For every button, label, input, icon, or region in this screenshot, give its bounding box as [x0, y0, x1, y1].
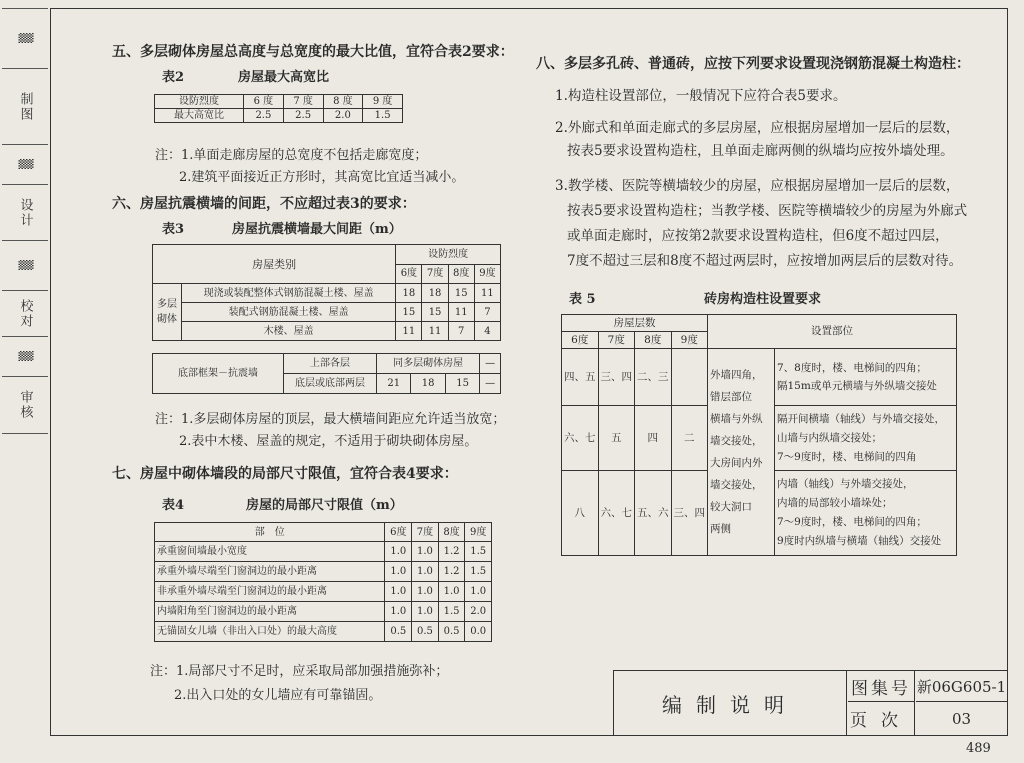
table2 — [154, 94, 403, 123]
t5-floor: 三、四 — [671, 471, 708, 556]
t5-mid-line: 较大洞口 — [710, 501, 752, 513]
t5-floor: 四 — [635, 406, 672, 471]
atlas-number-value: 新06G605-1 — [916, 671, 1007, 702]
t5-degree: 7度 — [598, 332, 635, 349]
sec7-heading: 七、房屋中砌体墙段的局部尺寸限值，宜符合表4要求： — [112, 466, 458, 482]
t3-degree: 9度 — [474, 264, 500, 284]
t5-mid-line: 两侧 — [710, 523, 731, 535]
t3-cell: 11 — [448, 303, 474, 322]
t4-cell: 1.5 — [465, 562, 492, 582]
sec5-heading: 五、多层砌体房屋总高度与总宽度的最大比值，宜符合表2要求： — [112, 44, 514, 60]
t3-cell: 15 — [396, 303, 422, 322]
t3-row-label: 现浇或装配整体式钢筋混凝土楼、屋盖 — [182, 284, 396, 303]
sec8-item: 按表5要求设置构造柱，且单面走廊两侧的纵墙均应按外墙处理。 — [567, 143, 954, 159]
strip-stamp: ▒ — [17, 351, 33, 363]
t3-degree: 6度 — [396, 264, 422, 284]
t4-degree: 8度 — [438, 523, 465, 542]
sec6-heading: 六、房屋抗震横墙的间距，不应超过表3的要求： — [112, 196, 416, 212]
t5-right-line: 内墙（轴线）与外墙交接处， — [777, 478, 914, 490]
strip-cell — [2, 376, 48, 434]
t4-cell: 1.0 — [385, 542, 412, 562]
t4-cell: 1.0 — [385, 582, 412, 602]
t4-cell: 1.0 — [412, 562, 439, 582]
t5-floor: 五、六 — [635, 471, 672, 556]
table3-title: 房屋抗震横墙最大间距（m） — [232, 222, 402, 237]
t5-floor: 五 — [598, 406, 635, 471]
strip-label-review: 审核 — [17, 390, 33, 420]
table5 — [561, 314, 957, 556]
t4-cell: 1.2 — [438, 562, 465, 582]
strip-label-design: 设计 — [17, 198, 33, 228]
t3-multi: 多层砌体 — [153, 284, 182, 341]
t5-mid-line: 错层部位 — [710, 391, 752, 403]
t4-cell: 1.0 — [385, 602, 412, 622]
t3-cell: 18 — [396, 284, 422, 303]
t5-right-line: 隔15m或单元横墙与外纵墙交接处 — [777, 380, 937, 392]
table2-title: 房屋最大高宽比 — [238, 70, 330, 85]
t5-floor: 八 — [562, 471, 599, 556]
page-number: 489 — [966, 741, 991, 756]
t3-cell: 11 — [396, 322, 422, 341]
t5-right-line: 内墙的局部较小墙垛处； — [777, 497, 893, 509]
strip-cell — [2, 184, 48, 241]
t4-cell: 1.5 — [465, 542, 492, 562]
strip-stamp: ▒ — [17, 159, 33, 171]
t2-cell: 2.5 — [244, 109, 284, 123]
t5-floor: 六、七 — [598, 471, 635, 556]
strip-stamp: ▒ — [17, 33, 33, 45]
drawing-name: 编制说明 — [614, 671, 847, 735]
t3-row-label: 装配式钢筋混凝土楼、屋盖 — [182, 303, 396, 322]
t3-cell: — — [480, 374, 501, 394]
t3-cell: 4 — [474, 322, 500, 341]
t5-floor — [671, 349, 708, 406]
t3-row-label: 上部各层 — [284, 354, 377, 374]
t4-cell: 0.5 — [438, 622, 465, 642]
t3-cell: 18 — [422, 284, 448, 303]
table4 — [154, 522, 492, 642]
t4-cell: 1.2 — [438, 542, 465, 562]
table3 — [152, 244, 501, 341]
t5-floor: 二 — [671, 406, 708, 471]
t3-col-type: 房屋类别 — [153, 245, 396, 284]
strip-cell — [2, 8, 48, 69]
t4-row-label: 非承重外墙尽端至门窗洞边的最小距离 — [155, 582, 385, 602]
t4-row-label: 内墙阳角至门窗洞边的最小距离 — [155, 602, 385, 622]
sec6-note1: 注：1.多层砌体房屋的顶层，最大横墙间距应允许适当放宽； — [155, 412, 506, 427]
t4-cell: 1.0 — [385, 562, 412, 582]
t4-cell: 2.0 — [465, 602, 492, 622]
t2-cell: 1.5 — [363, 109, 403, 123]
strip-cell — [2, 68, 48, 145]
t5-floor: 四、五 — [562, 349, 599, 406]
t3-cell: 15 — [422, 303, 448, 322]
t5-common-locations — [708, 349, 775, 556]
t5-floor: 二、三 — [635, 349, 672, 406]
t5-floor: 六、七 — [562, 406, 599, 471]
table4-number: 表4 — [162, 498, 185, 513]
t4-degree: 9度 — [465, 523, 492, 542]
t4-row-label: 承重窗间墙最小宽度 — [155, 542, 385, 562]
strip-label-drawing: 制图 — [17, 92, 33, 122]
t3-cell: 15 — [445, 374, 479, 394]
t5-degree: 9度 — [671, 332, 708, 349]
t5-mid-line: 横墙与外纵 — [710, 413, 763, 425]
t3-frame: 底部框架－抗震墙 — [153, 354, 284, 394]
table2-number: 表2 — [162, 70, 185, 85]
sec8-item: 或单面走廊时，应按第2款要求设置构造柱，但6度不超过四层， — [567, 228, 949, 244]
t4-row-label: 承重外墙尽端至门窗洞边的最小距离 — [155, 562, 385, 582]
t5-right-block — [775, 349, 957, 406]
sec7-note2: 2.出入口处的女儿墙应有可靠锚固。 — [174, 688, 382, 703]
sec6-note2: 2.表中木楼、屋盖的规定，不适用于砌块砌体房屋。 — [179, 434, 478, 449]
t3-degree: 8度 — [448, 264, 474, 284]
t3-cell: 21 — [377, 374, 411, 394]
t5-right-line: 7、8度时，楼、电梯间的四角； — [777, 362, 927, 374]
sec5-note1: 注：1.单面走廊房屋的总宽度不包括走廊宽度； — [155, 148, 428, 163]
sec8-item: 按表5要求设置构造柱；当教学楼、医院等横墙较少的房屋为外廊式 — [567, 203, 968, 219]
t4-cell: 0.5 — [385, 622, 412, 642]
t4-cell: 1.0 — [412, 582, 439, 602]
t3-cell: — — [480, 354, 501, 374]
strip-cell — [2, 290, 48, 337]
title-block — [613, 670, 1007, 735]
t5-col-location: 设置部位 — [708, 315, 957, 349]
t2-header: 7 度 — [283, 95, 323, 109]
t4-cell: 1.0 — [465, 582, 492, 602]
t3-cell: 11 — [422, 322, 448, 341]
t4-cell: 1.0 — [412, 542, 439, 562]
sec7-note1: 注：1.局部尺寸不足时，应采取局部加强措施弥补； — [150, 664, 449, 679]
t5-mid-line: 墙交接处， — [710, 479, 763, 491]
t4-row-label: 无锚固女儿墙（非出入口处）的最大高度 — [155, 622, 385, 642]
t3-cell: 15 — [448, 284, 474, 303]
strip-cell — [2, 336, 48, 377]
approval-strip — [2, 8, 48, 734]
strip-cell — [2, 144, 48, 185]
t3-cell: 18 — [411, 374, 445, 394]
t2-header: 8 度 — [323, 95, 363, 109]
t2-cell: 2.0 — [323, 109, 363, 123]
table4-title: 房屋的局部尺寸限值（m） — [246, 498, 403, 513]
t5-right-block — [775, 471, 957, 556]
sec8-heading: 八、多层多孔砖、普通砖，应按下列要求设置现浇钢筋混凝土构造柱： — [536, 56, 970, 72]
table5-title: 砖房构造柱设置要求 — [704, 292, 822, 307]
sec8-item: 3.教学楼、医院等横墙较少的房屋，应根据房屋增加一层后的层数， — [555, 178, 960, 194]
strip-label-check: 校对 — [17, 299, 33, 329]
t2-cell: 最大高宽比 — [155, 109, 244, 123]
t3-cell: 7 — [474, 303, 500, 322]
sec8-item: 7度不超过三层和8度不超过两层时，应按增加两层后的层数对待。 — [567, 253, 963, 269]
t5-floor: 三、四 — [598, 349, 635, 406]
sec5-note2: 2.建筑平面接近正方形时，其高宽比宜适当减小。 — [179, 170, 465, 185]
table3-frame-rows — [152, 353, 501, 394]
t2-header: 6 度 — [244, 95, 284, 109]
t3-cell: 11 — [474, 284, 500, 303]
t3-merged: 同多层砌体房屋 — [377, 354, 480, 374]
t4-col-part: 部 位 — [155, 523, 385, 542]
t5-degree: 6度 — [562, 332, 599, 349]
table3-number: 表3 — [162, 222, 185, 237]
t4-cell: 0.5 — [412, 622, 439, 642]
t4-cell: 1.0 — [438, 582, 465, 602]
t2-header: 设防烈度 — [155, 95, 244, 109]
t5-right-line: 山墙与内纵墙交接处； — [777, 431, 882, 444]
t5-right-line: 7～9度时，楼、电梯间的四角 — [777, 450, 917, 463]
t4-degree: 7度 — [412, 523, 439, 542]
sec8-item: 1.构造柱设置部位，一般情况下应符合表5要求。 — [555, 88, 847, 104]
page-order-label: 页次 — [848, 702, 915, 735]
t4-degree: 6度 — [385, 523, 412, 542]
page-order-value: 03 — [951, 709, 972, 728]
sec8-item: 2.外廊式和单面走廊式的多层房屋，应根据房屋增加一层后的层数， — [555, 120, 960, 136]
t5-mid-line: 外墙四角， — [710, 369, 763, 381]
t5-right-line: 隔开间横墙（轴线）与外墙交接处， — [777, 412, 945, 425]
t2-cell: 2.5 — [283, 109, 323, 123]
t2-header: 9 度 — [363, 95, 403, 109]
t5-right-line: 9度时内纵墙与横墙（轴线）交接处 — [777, 535, 942, 547]
t3-row-label: 木楼、屋盖 — [182, 322, 396, 341]
t3-degree: 7度 — [422, 264, 448, 284]
table5-number: 表 5 — [569, 292, 596, 307]
t3-col-intensity: 设防烈度 — [396, 245, 501, 265]
strip-stamp: ▒ — [17, 260, 33, 272]
t5-right-block — [775, 406, 957, 471]
atlas-number-label: 图集号 — [848, 671, 915, 702]
t5-mid-line: 大房间内外 — [710, 457, 763, 469]
t5-degree: 8度 — [635, 332, 672, 349]
t5-mid-line: 墙交接处， — [710, 435, 763, 447]
t3-row-label: 底层或底部两层 — [284, 374, 377, 394]
strip-cell — [2, 240, 48, 291]
t5-col-floors: 房屋层数 — [562, 315, 708, 332]
t3-cell: 7 — [448, 322, 474, 341]
t4-cell: 0.0 — [465, 622, 492, 642]
t5-right-line: 7～9度时，楼、电梯间的四角； — [777, 516, 927, 528]
t4-cell: 1.5 — [438, 602, 465, 622]
t4-cell: 1.0 — [412, 602, 439, 622]
